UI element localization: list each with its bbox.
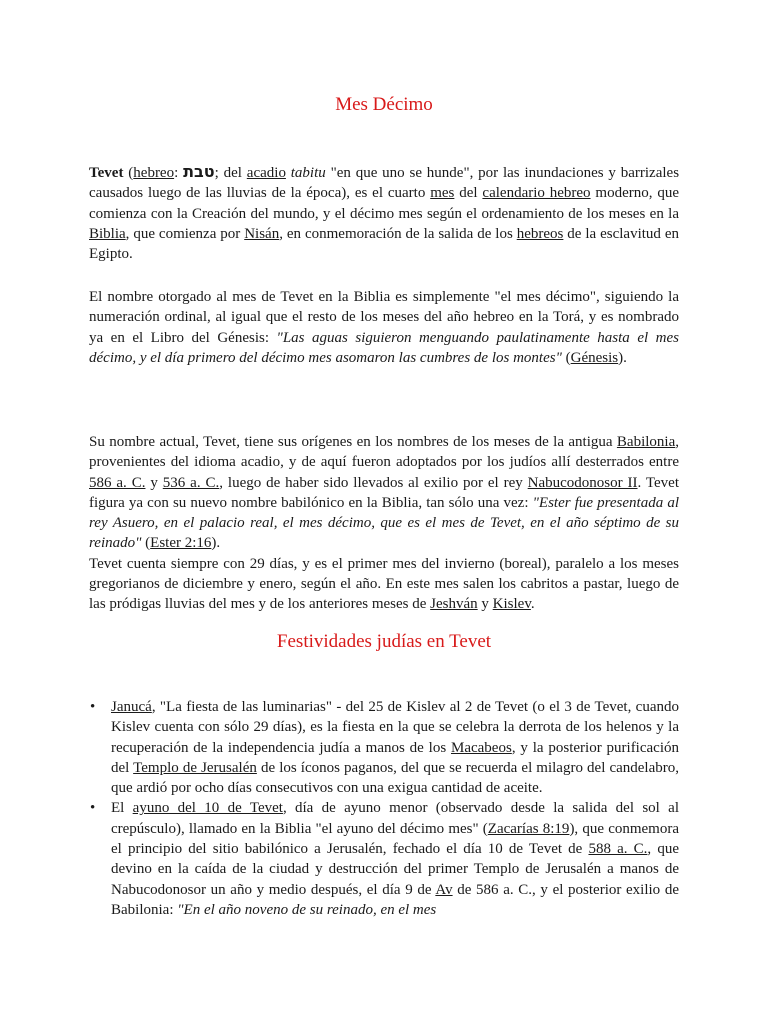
text: Tevet cuenta siempre con 29 días, y es el primer mes del invierno (boreal), paralelo a los meses gregorianos de diciembre y enero, según el año. En este mes salen los cabritos a pastar, luego de las pródigas lluvias del mes y de los anteriores meses de [89,555,679,613]
paragraph-biblia [89,287,679,368]
link-ayuno-10-tevet[interactable]: ayuno del 10 de Tevet [132,800,283,817]
text: . [530,596,535,613]
text: , que devino en la caída de la ciudad y destrucción del primer Templo de Jerusalén a manos de Nabucodonosor un año y medio después, el día 9 de [111,841,679,898]
page-title: Mes Décimo [335,94,433,115]
text: ; del [214,165,247,181]
section-heading: Festividades judías en Tevet [276,631,492,652]
link-536-ac[interactable]: 536 a. C. [162,474,220,491]
hebrew-word: טבת [183,162,215,181]
text: , provenientes del idioma acadio, y de aquí fueron adoptados por los judíos allí desterrados entre [89,434,679,471]
link-hebreo[interactable]: hebreo [133,165,175,181]
link-hebreos[interactable]: hebreos [516,225,564,242]
quote-ester: "Ester fue presentada al rey Asuero, en el palacio real, el mes décimo, que es el mes de Tevet, en el año séptimo de su reinado" [89,494,679,552]
text: y [145,474,163,491]
link-calendario-hebreo[interactable]: calendario hebreo [482,185,591,202]
festivities-list [89,697,679,920]
link-nabucodonosor[interactable]: Nabucodonosor II [527,474,638,491]
term-tabitu: tabitu [290,165,326,181]
text: , "La fiesta de las luminarias" - del 25 de Kislev al 2 de Tevet (o el 3 de Tevet, cuando Kislev cuenta con sólo 29 días), es la fiesta en la que se celebra la derrota de los helenos y la recuperación de la independencia judía a manos de los [111,699,679,756]
bullet-icon: • [90,800,96,817]
link-kislev[interactable]: Kislev [492,596,531,613]
text: , que comienza por [125,225,245,242]
text: Su nombre actual, Tevet, tiene sus orígenes en los nombres de los meses de la antigua [89,434,617,450]
link-biblia[interactable]: Biblia [89,225,126,242]
text: ( [141,535,151,552]
text: ( [123,165,134,181]
term-tevet: Tevet [89,165,124,181]
link-586-ac[interactable]: 586 a. C. [89,474,146,491]
link-macabeos[interactable]: Macabeos [451,739,512,756]
quote-reinado: "En el año noveno de su reinado, en el mes [177,901,437,918]
text: y [477,596,493,613]
paragraph-intro [89,162,679,264]
link-588-ac[interactable]: 588 a. C. [588,841,648,858]
text: ). [211,535,221,552]
text: de los íconos paganos, del que se recuerda el milagro del candelabro, que ardió por ocho días consecutivos con una exigua cantidad de aceite. [111,759,679,797]
link-jeshvan[interactable]: Jeshván [430,596,478,613]
text: El nombre otorgado al mes de Tevet en la Biblia es simplemente "el mes décimo", siguiendo la numeración ordinal, al igual que el resto de los meses del año hebreo en la Torá, y es nombrado ya en el Libro del Génesis: [89,289,679,346]
text: , en conmemoración de la salida de los [279,225,517,242]
text: "en que uno se hunde", por las inundaciones y barrizales causados luego de las lluvias de la época), es el cuarto [89,165,680,202]
text: ). [618,349,627,366]
text: de la esclavitud en Egipto. [89,225,679,263]
link-nisan[interactable]: Nisán [244,225,280,242]
bullet-icon: • [90,699,96,715]
link-babilonia[interactable]: Babilonia [616,434,676,450]
text: , luego de haber sido llevados al exilio por el rey [219,474,528,491]
text: de 586 a. C., y el posterior exilio de Babilonia: [111,881,679,918]
list-item [90,697,679,798]
link-mes[interactable]: mes [430,185,455,202]
link-januca[interactable]: Janucá [111,699,152,715]
text: El [111,800,133,817]
text: ( [561,349,571,366]
list-item [90,798,679,920]
text: , día de ayuno menor (observado desde la salida del sol al crepúsculo), llamado en la Biblia "el ayuno del décimo mes" ( [111,800,679,837]
text: moderno, que comienza con la Creación del mundo, y el décimo mes según el ordenamiento de los meses en la [89,185,680,222]
link-genesis[interactable]: Génesis [570,349,619,366]
link-av[interactable]: Av [435,881,453,898]
paragraph-origen [89,432,679,615]
quote-genesis: "Las aguas siguieron menguando paulatinamente hasta el mes décimo, y el día primero del décimo mes asomaron las cumbres de los montes" [89,329,679,366]
text: , y la posterior purificación del [111,739,679,776]
text: : [174,165,184,181]
text: del [454,185,483,202]
link-templo-jerusalen[interactable]: Templo de Jerusalén [133,759,257,776]
text: . Tevet figura ya con su nuevo nombre babilónico en la Biblia, tan sólo una vez: [89,474,680,511]
link-ester[interactable]: Ester 2:16 [150,535,212,552]
text: ), que conmemora el principio del sitio babilónico a Jerusalén, fechado el día 10 de Tevet de [111,820,679,858]
link-acadio[interactable]: acadio [246,165,286,181]
link-zacarias[interactable]: Zacarías 8:19 [487,820,570,837]
